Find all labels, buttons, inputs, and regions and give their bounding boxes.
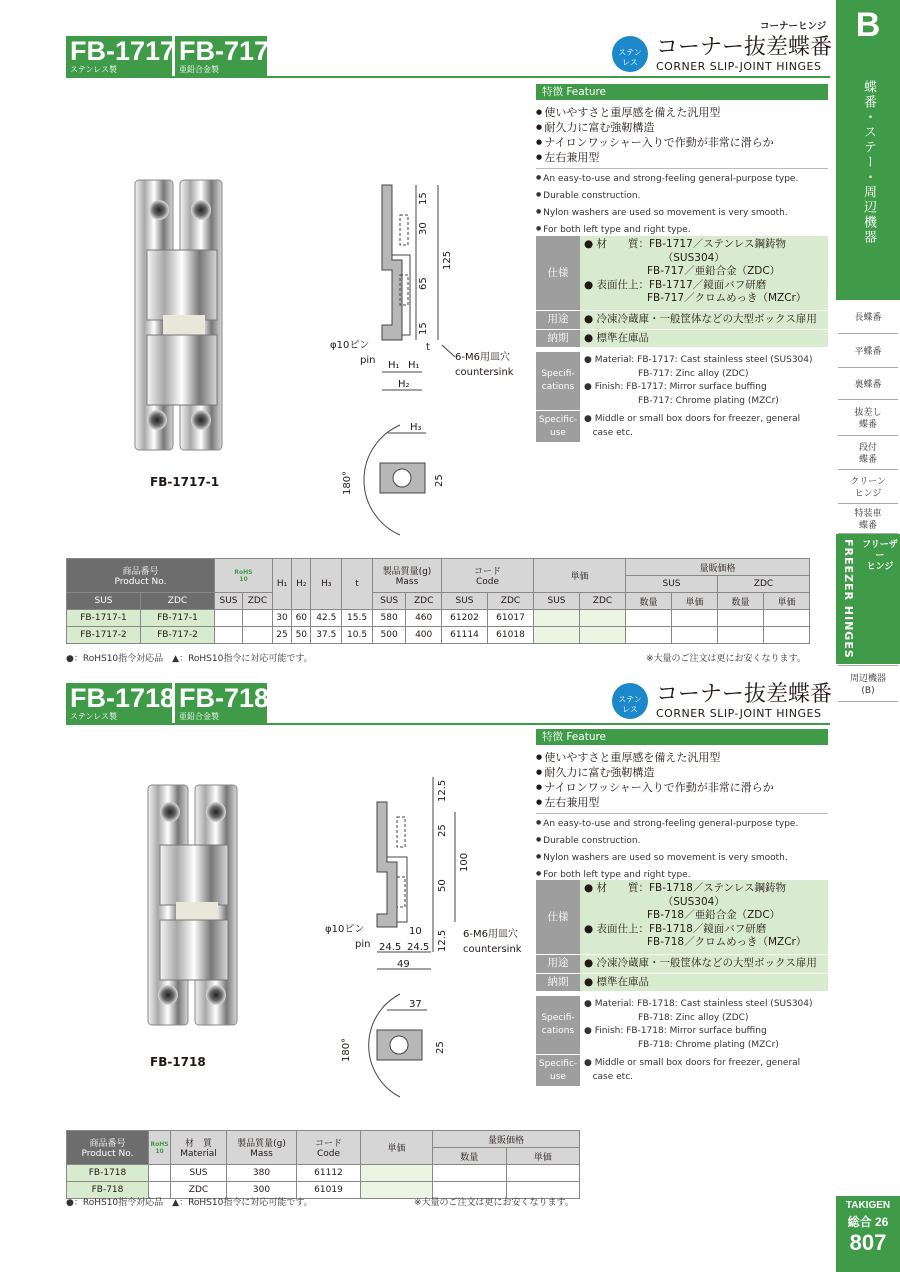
th-rohs-sus: SUS bbox=[215, 593, 243, 610]
header-rule bbox=[66, 76, 830, 78]
th-code-en: Code bbox=[475, 577, 500, 587]
dim-10: 10 bbox=[409, 926, 422, 937]
cell-t: 10.5 bbox=[342, 627, 373, 644]
cell-mass: 300 bbox=[227, 1182, 297, 1199]
features-en-list bbox=[536, 170, 828, 238]
th-rohs: RoHS 10 bbox=[149, 1131, 171, 1165]
cell-rohs bbox=[215, 610, 243, 627]
th-material bbox=[171, 1131, 227, 1165]
th-product bbox=[67, 1131, 149, 1165]
cell-mass: 380 bbox=[227, 1165, 297, 1182]
feature-header: 特徴 Feature bbox=[536, 84, 828, 100]
material-sus-text: ステンレス製 bbox=[70, 712, 117, 721]
cell-bulk bbox=[764, 610, 810, 627]
spec-row bbox=[536, 955, 828, 973]
spec-label: 用途 bbox=[536, 955, 580, 973]
cell-mass-sus: 500 bbox=[372, 627, 405, 644]
feature-en: ● For both left type and right type. bbox=[536, 866, 828, 883]
brand-name: TAKIGEN bbox=[845, 1200, 891, 1211]
spec-value: ● Middle or small box doors for freezer, general case etc. bbox=[580, 411, 828, 442]
note-rohs: ●：RoHS10指令対応品 ▲：RoHS10指令に対応可能です。 bbox=[66, 654, 313, 664]
dim-65: 65 bbox=[418, 277, 429, 290]
spec-value: ● Middle or small box doors for freezer, general case etc. bbox=[580, 1055, 828, 1086]
feature-header: 特徴 Feature bbox=[536, 729, 828, 745]
dim-125: 125 bbox=[442, 250, 453, 270]
dim-25-top: 25 bbox=[437, 824, 448, 837]
th-code-jp: コード bbox=[473, 567, 501, 577]
feature-en: ● Durable construction. bbox=[536, 832, 828, 849]
dim-24-5-left: 24.5 bbox=[379, 942, 402, 953]
cell-price bbox=[580, 627, 626, 644]
hole-label-en: countersink bbox=[455, 367, 514, 378]
th-qty-sus: 数量 bbox=[626, 593, 672, 610]
th-price: 単価 bbox=[361, 1131, 433, 1165]
th-code-jp: コード bbox=[314, 1139, 342, 1149]
dim-12-5-top: 12.5 bbox=[437, 779, 448, 802]
cell-price bbox=[361, 1165, 433, 1182]
th-code-en: Code bbox=[316, 1149, 341, 1159]
feature-en: ● Durable construction. bbox=[536, 187, 828, 204]
features-jp-list bbox=[536, 750, 828, 810]
pin-label-jp: φ10ピン bbox=[325, 924, 365, 935]
cell-code: 61019 bbox=[297, 1182, 361, 1199]
nav-item-freezer-hinges[interactable] bbox=[836, 534, 900, 664]
cell-bulk bbox=[718, 627, 764, 644]
catalog-name: 総合 26 bbox=[847, 1215, 889, 1229]
pin-label-jp: φ10ピン bbox=[330, 340, 370, 351]
nav-item[interactable]: 周辺機器 (B) bbox=[838, 668, 898, 702]
cell-material: ZDC bbox=[171, 1182, 227, 1199]
feature-en: ● An easy-to-use and strong-feeling general-purpose type. bbox=[536, 815, 828, 832]
cell-t: 15.5 bbox=[342, 610, 373, 627]
divider bbox=[536, 813, 828, 814]
spec-value: ● 材 質：FB-1718／ステンレス鋼鋳物 （SUS304） FB-718／亜鉛合金（ZDC） ● 表面仕上：FB-1718／鏡面バフ研磨 FB-718／クロムめっき（MZCr） bbox=[580, 880, 828, 954]
feature-jp: ● 耐久力に富む強靭構造 bbox=[536, 120, 828, 135]
nav-item[interactable]: 平蝶番 bbox=[838, 336, 898, 368]
dim-37: 37 bbox=[409, 999, 422, 1010]
th-unit-zdc: 単価 bbox=[764, 593, 810, 610]
material-sus-text: ステンレス製 bbox=[70, 65, 117, 74]
cell-h3: 37.5 bbox=[311, 627, 342, 644]
cell-h2: 60 bbox=[292, 610, 311, 627]
th-t: t bbox=[342, 559, 373, 610]
spec-table-jp bbox=[536, 880, 828, 992]
spec-label: Specific- use bbox=[536, 411, 580, 442]
product-code-sus bbox=[66, 683, 176, 723]
cell-bulk bbox=[626, 627, 672, 644]
table-row bbox=[67, 627, 810, 644]
material-zdc-text: 亜鉛合金製 bbox=[179, 712, 219, 721]
freezer-hinges-vertical: FREEZER HINGES bbox=[842, 539, 855, 659]
header-rule bbox=[66, 723, 830, 725]
section-small-title: コーナーヒンジ bbox=[760, 21, 827, 32]
th-product-en: Product No. bbox=[114, 577, 167, 587]
nav-item[interactable]: 特装車 蝶番 bbox=[838, 506, 898, 534]
technical-drawing-fb1718 bbox=[325, 772, 530, 1102]
th-h3: H₃ bbox=[311, 559, 342, 610]
spec-label: 用途 bbox=[536, 311, 580, 329]
page-footer bbox=[836, 1196, 900, 1272]
cell-mass-sus: 580 bbox=[372, 610, 405, 627]
note-bulk: ※大量のご注文は更にお安くなります。 bbox=[414, 1198, 574, 1208]
th-mass bbox=[372, 559, 441, 593]
dim-h1-right: H₁ bbox=[408, 360, 420, 371]
dim-49: 49 bbox=[397, 959, 410, 970]
spec-label: Specific- use bbox=[536, 1055, 580, 1086]
th-mass-zdc: ZDC bbox=[406, 593, 442, 610]
photo-caption: FB-1717-1 bbox=[150, 475, 220, 489]
feature-en: ● Nylon washers are used so movement is very smooth. bbox=[536, 204, 828, 221]
spec-table-en bbox=[536, 352, 828, 443]
nav-item[interactable]: 抜差し 蝶番 bbox=[838, 402, 898, 436]
cell-rohs bbox=[215, 627, 243, 644]
th-unit: 単価 bbox=[506, 1148, 580, 1165]
category-label: 蝶番・ステー・周辺機器 bbox=[861, 80, 876, 245]
th-mass-en: Mass bbox=[250, 1149, 273, 1159]
cell-code-zdc: 61018 bbox=[488, 627, 534, 644]
spec-value: ● Material: FB-1718: Cast stainless steel (SUS304) FB-718: Zinc alloy (ZDC) ● Finish: FB-1718: Mirror surface buffing FB-718: Chrome plating (MZCr) bbox=[580, 996, 828, 1054]
code-zdc-text: FB-718 bbox=[179, 683, 270, 713]
cell-qty bbox=[433, 1165, 507, 1182]
stainless-badge-icon: ステン レス bbox=[612, 36, 648, 72]
cell-h1: 25 bbox=[272, 627, 291, 644]
code-sus-text: FB-1718 bbox=[70, 683, 176, 713]
th-product-jp: 商品番号 bbox=[89, 1139, 126, 1149]
note-rohs: ●：RoHS10指令対応品 ▲：RoHS10指令に対応可能です。 bbox=[66, 1198, 313, 1208]
th-rohs-zdc: ZDC bbox=[243, 593, 273, 610]
nav-item[interactable]: 長蝶番 bbox=[838, 302, 898, 334]
th-price: 単価 bbox=[534, 559, 626, 593]
cell-unit bbox=[506, 1165, 580, 1182]
spec-label: Specifi- cations bbox=[536, 352, 580, 410]
feature-jp: ● 使いやすさと重厚感を備えた汎用型 bbox=[536, 105, 828, 120]
cell-product: FB-718 bbox=[67, 1182, 149, 1199]
material-zdc-text: 亜鉛合金製 bbox=[179, 65, 219, 74]
spec-table-en bbox=[536, 996, 828, 1087]
note-bulk: ※大量のご注文は更にお安くなります。 bbox=[646, 654, 806, 664]
table-row bbox=[67, 1165, 580, 1182]
dim-12-5-bottom: 12.5 bbox=[437, 929, 448, 952]
spec-label: 仕様 bbox=[536, 880, 580, 954]
product-table-fb1718 bbox=[66, 1130, 580, 1199]
cell-bulk bbox=[672, 627, 718, 644]
cell-price bbox=[534, 627, 580, 644]
spec-row bbox=[536, 311, 828, 329]
cell-rohs bbox=[243, 610, 273, 627]
feature-jp: ● ナイロンワッシャー入りで作動が非常に滑らか bbox=[536, 780, 828, 795]
cell-sus: FB-1717-1 bbox=[67, 610, 141, 627]
dim-t: t bbox=[426, 342, 430, 353]
th-mass-jp: 製品質量(g) bbox=[237, 1139, 286, 1149]
th-mass bbox=[227, 1131, 297, 1165]
product-title-jp: コーナー抜差蝶番 bbox=[656, 682, 833, 707]
pin-label-en: pin bbox=[360, 355, 376, 366]
product-table-fb1717 bbox=[66, 558, 810, 644]
product-code-zdc bbox=[175, 683, 270, 723]
cell-rohs bbox=[243, 627, 273, 644]
th-bulk: 量販価格 bbox=[626, 559, 810, 576]
th-product-en: Product No. bbox=[81, 1149, 134, 1159]
hinge-photo-fb1718 bbox=[140, 780, 250, 1030]
cell-zdc: FB-717-1 bbox=[141, 610, 215, 627]
cell-code: 61112 bbox=[297, 1165, 361, 1182]
th-product-jp: 商品番号 bbox=[122, 567, 159, 577]
stainless-badge-icon: ステン レス bbox=[612, 683, 648, 719]
feature-jp: ● 使いやすさと重厚感を備えた汎用型 bbox=[536, 750, 828, 765]
category-tab bbox=[836, 0, 900, 300]
feature-jp: ● ナイロンワッシャー入りで作動が非常に滑らか bbox=[536, 135, 828, 150]
features-jp-list bbox=[536, 105, 828, 165]
cell-bulk bbox=[626, 610, 672, 627]
th-sus: SUS bbox=[67, 593, 141, 610]
spec-label: 仕様 bbox=[536, 236, 580, 310]
cell-code-sus: 61202 bbox=[442, 610, 488, 627]
cell-zdc: FB-717-2 bbox=[141, 627, 215, 644]
feature-jp: ● 耐久力に富む強靭構造 bbox=[536, 765, 828, 780]
th-code bbox=[442, 559, 534, 593]
th-bulk-zdc: ZDC bbox=[718, 576, 810, 593]
freezer-hinges-label: フリーザー ヒンジ bbox=[862, 540, 898, 572]
th-h2: H₂ bbox=[292, 559, 311, 610]
th-rohs: RoHS 10 bbox=[215, 559, 273, 593]
feature-jp: ● 左右兼用型 bbox=[536, 150, 828, 165]
th-qty: 数量 bbox=[433, 1148, 507, 1165]
th-bulk: 量販価格 bbox=[433, 1131, 580, 1148]
th-material-en: Material bbox=[180, 1149, 217, 1159]
cell-code-sus: 61114 bbox=[442, 627, 488, 644]
page-number: 807 bbox=[849, 1230, 887, 1255]
spec-row bbox=[536, 996, 828, 1054]
th-code-zdc: ZDC bbox=[488, 593, 534, 610]
feature-jp: ● 左右兼用型 bbox=[536, 795, 828, 810]
technical-drawing-fb1717 bbox=[330, 175, 530, 545]
spec-row bbox=[536, 1055, 828, 1086]
th-bulk-sus: SUS bbox=[626, 576, 718, 593]
code-sus-text: FB-1717 bbox=[70, 36, 176, 66]
cell-h2: 50 bbox=[292, 627, 311, 644]
feature-en: ● Nylon washers are used so movement is very smooth. bbox=[536, 849, 828, 866]
cell-bulk bbox=[672, 610, 718, 627]
dim-30: 30 bbox=[418, 222, 429, 235]
th-price-sus: SUS bbox=[534, 593, 580, 610]
photo-caption: FB-1718 bbox=[150, 1055, 206, 1069]
cell-material: SUS bbox=[171, 1165, 227, 1182]
spec-row bbox=[536, 352, 828, 410]
spec-value: ● 冷凍冷蔵庫・一般筐体などの大型ボックス扉用 bbox=[580, 311, 828, 329]
th-code-sus: SUS bbox=[442, 593, 488, 610]
cell-rohs bbox=[149, 1165, 171, 1182]
cell-sus: FB-1717-2 bbox=[67, 627, 141, 644]
spec-label: Specifi- cations bbox=[536, 996, 580, 1054]
product-title-jp: コーナー抜差蝶番 bbox=[656, 35, 833, 60]
angle-180: 180° bbox=[342, 470, 353, 495]
spec-value: ● Material: FB-1717: Cast stainless steel (SUS304) FB-717: Zinc alloy (ZDC) ● Finish: FB-1717: Mirror surface buffing FB-717: Chrome plating (MZCr) bbox=[580, 352, 828, 410]
cell-bulk bbox=[718, 610, 764, 627]
spec-value: ● 冷凍冷蔵庫・一般筐体などの大型ボックス扉用 bbox=[580, 955, 828, 973]
feature-en: ● An easy-to-use and strong-feeling general-purpose type. bbox=[536, 170, 828, 187]
cell-h1: 30 bbox=[272, 610, 291, 627]
spec-row bbox=[536, 411, 828, 442]
spec-value: ● 材 質：FB-1717／ステンレス鋼鋳物 （SUS304） FB-717／亜鉛合金（ZDC） ● 表面仕上：FB-1717／鏡面バフ研磨 FB-717／クロムめっき（MZCr） bbox=[580, 236, 828, 310]
dim-15-bottom: 15 bbox=[418, 322, 429, 335]
spec-row bbox=[536, 880, 828, 954]
cell-h3: 42.5 bbox=[311, 610, 342, 627]
hole-label-en: countersink bbox=[463, 944, 522, 955]
table-row bbox=[67, 610, 810, 627]
category-letter: B bbox=[855, 6, 881, 44]
hole-label-jp: 6-M6用皿穴 bbox=[455, 352, 510, 363]
dim-25-bottom: 25 bbox=[435, 1041, 446, 1054]
dim-15-top: 15 bbox=[418, 192, 429, 205]
dim-h1-left: H₁ bbox=[388, 360, 400, 371]
th-mass-en: Mass bbox=[395, 577, 419, 587]
cell-code-zdc: 61017 bbox=[488, 610, 534, 627]
code-zdc-text: FB-717 bbox=[179, 36, 270, 66]
dim-25: 25 bbox=[434, 474, 445, 487]
angle-180: 180° bbox=[341, 1037, 352, 1062]
cell-bulk bbox=[764, 627, 810, 644]
dim-100: 100 bbox=[459, 852, 470, 872]
th-mass-jp: 製品質量(g) bbox=[382, 567, 432, 577]
th-price-zdc: ZDC bbox=[580, 593, 626, 610]
cell-price bbox=[534, 610, 580, 627]
th-unit-sus: 単価 bbox=[672, 593, 718, 610]
cell-mass-zdc: 400 bbox=[406, 627, 442, 644]
spec-value: ● 標準在庫品 bbox=[580, 330, 828, 348]
th-h1: H₁ bbox=[272, 559, 291, 610]
product-title-en: CORNER SLIP-JOINT HINGES bbox=[656, 707, 822, 720]
th-product bbox=[67, 559, 215, 593]
product-title-en: CORNER SLIP-JOINT HINGES bbox=[656, 60, 822, 73]
divider bbox=[536, 168, 828, 169]
pin-label-en: pin bbox=[355, 939, 371, 950]
th-code bbox=[297, 1131, 361, 1165]
spec-row bbox=[536, 330, 828, 348]
dim-h3: H₃ bbox=[410, 422, 422, 433]
th-qty-zdc: 数量 bbox=[718, 593, 764, 610]
dim-24-5-right: 24.5 bbox=[407, 942, 430, 953]
nav-item[interactable]: 段付 蝶番 bbox=[838, 438, 898, 470]
th-zdc: ZDC bbox=[141, 593, 215, 610]
nav-item[interactable]: 裏蝶番 bbox=[838, 370, 898, 400]
spec-table-jp bbox=[536, 236, 828, 348]
spec-row bbox=[536, 236, 828, 310]
nav-item[interactable]: クリーン ヒンジ bbox=[838, 472, 898, 504]
th-material-jp: 材 質 bbox=[184, 1139, 212, 1149]
th-mass-sus: SUS bbox=[372, 593, 405, 610]
cell-price bbox=[580, 610, 626, 627]
feature-en: ● For both left type and right type. bbox=[536, 221, 828, 238]
spec-row bbox=[536, 974, 828, 992]
product-code-zdc bbox=[175, 36, 270, 76]
product-code-sus bbox=[66, 36, 176, 76]
spec-label: 納期 bbox=[536, 974, 580, 992]
cell-product: FB-1718 bbox=[67, 1165, 149, 1182]
hinge-photo-fb1717 bbox=[125, 175, 250, 455]
dim-50: 50 bbox=[437, 879, 448, 892]
dim-h2: H₂ bbox=[398, 379, 410, 390]
spec-label: 納期 bbox=[536, 330, 580, 348]
features-en-list bbox=[536, 815, 828, 883]
spec-value: ● 標準在庫品 bbox=[580, 974, 828, 992]
hole-label-jp: 6-M6用皿穴 bbox=[463, 929, 518, 940]
cell-mass-zdc: 460 bbox=[406, 610, 442, 627]
